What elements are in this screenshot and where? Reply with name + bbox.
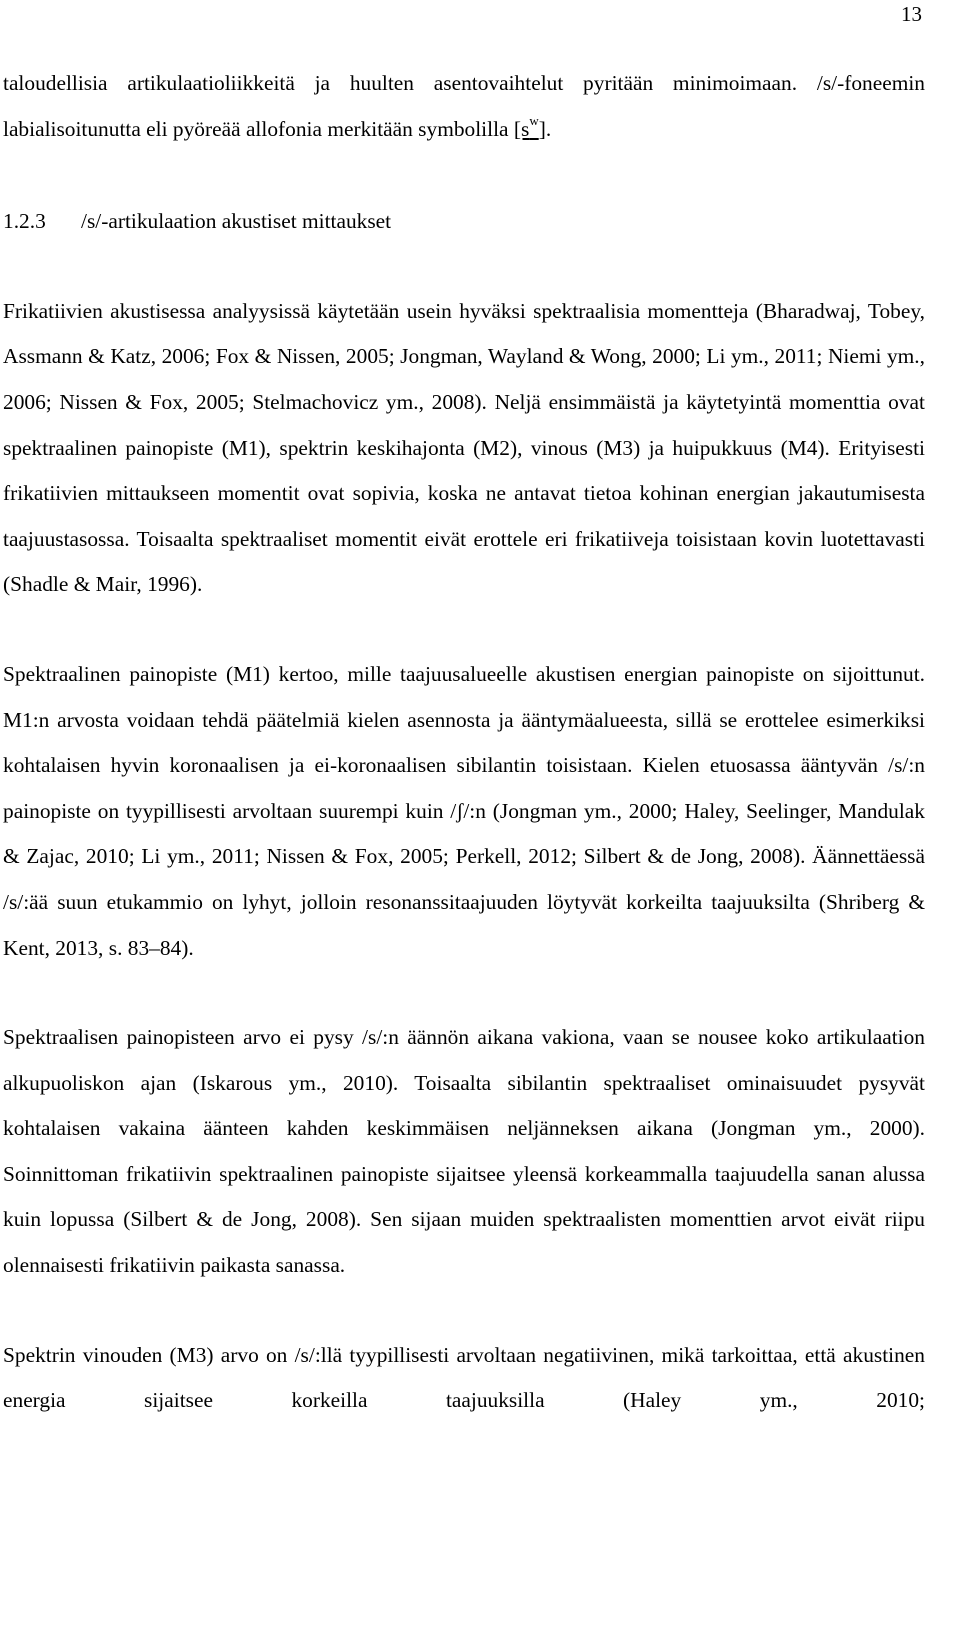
paragraph: Frikatiivien akustisessa analyysissä käytetään usein hyväksi spektraalisia momentteja (Bharadwaj, Tobey, Assmann & Katz, 2006; Fox & Nissen, 2005; Jongman, Wayland & Wong, 2000; Li ym., 2011; Niemi ym., 2006; Nissen & Fox, 2005; Stelmachovicz ym., 2008). Neljä ensimmäistä ja käytetyintä momenttia ovat spektraalinen painopiste (M1), spektrin keskihajonta (M2), vinous (M3) ja huipukkuus (M4). Erityisesti frikatiivien mittaukseen momentit ovat sopivia, koska ne antavat tietoa kohinan energian jakautumisesta taajuustasossa. Toisaalta spektraaliset momentit eivät erottele eri frikatiiveja toisistaan kovin luotettavasti (Shadle & Mair, 1996). — [3, 298, 925, 597]
phonetic-superscript: w — [529, 112, 539, 128]
section-number: 1.2.3 — [3, 209, 46, 234]
section-heading — [3, 199, 925, 245]
paragraph: Spektraalisen painopisteen arvo ei pysy /s/:n äännön aikana vakiona, vaan se nousee koko artikulaation alkupuoliskon ajan (Iskarous ym., 2010). Toisaalta sibilantin spektraaliset ominaisuudet pysyvät kohtalaisen vakaina äänteen kahden keskimmäisen neljänneksen aikana (Jongman ym., 2000). Soinnittoman frikatiivin spektraalinen painopiste sijaitsee yleensä korkeammalla taajuudella sanan alussa kuin lopussa (Silbert & de Jong, 2008). Sen sijaan muiden spektraalisten momenttien arvot eivät riipu olennaisesti frikatiivin paikasta sanassa. — [3, 1025, 925, 1278]
section-title: /s/-artikulaation akustiset mittaukset — [81, 209, 392, 234]
intro-text-end: ]. — [538, 116, 552, 141]
phonetic-symbol: [$s^w$ — [513, 112, 539, 141]
intro-text: taloudellisia artikulaatioliikkeitä ja huulten asentovaihtelut pyritään minimoimaan. /s/-foneemin labialisoitunutta eli pyöreää allofonia merkitään symbolilla — [3, 71, 925, 141]
paragraph: Spektraalinen painopiste (M1) kertoo, mille taajuusalueelle akustisen energian painopiste on sijoittunut. M1:n arvosta voidaan tehdä päätelmiä kielen asennosta ja ääntymäalueesta, sillä se erottelee esimerkiksi kohtalaisen hyvin koronaalisen ja ei-koronaalisen sibilantin toisistaan. Kielen etuosassa ääntyvän /s/:n painopiste on tyypillisesti arvoltaan suurempi kuin /ʃ/:n (Jongman ym., 2000; Haley, Seelinger, Mandulak & Zajac, 2010; Li ym., 2011; Nissen & Fox, 2005; Perkell, 2012; Silbert & de Jong, 2008). Äännettäessä /s/:ää suun etukammio on lyhyt, jolloin resonanssitaajuuden löytyvät korkeilta taajuuksilta (Shriberg & Kent, 2013, s. 83–84). — [3, 661, 925, 960]
document-body — [3, 61, 925, 1424]
intro-paragraph — [3, 61, 925, 152]
page-number: 13 — [901, 2, 922, 26]
paragraph: Spektrin vinouden (M3) arvo on /s/:llä tyypillisesti arvoltaan negatiivinen, mikä tarkoittaa, että akustinen energia sijaitsee korkeilla taajuuksilla (Haley ym., 2010; — [3, 1342, 925, 1413]
